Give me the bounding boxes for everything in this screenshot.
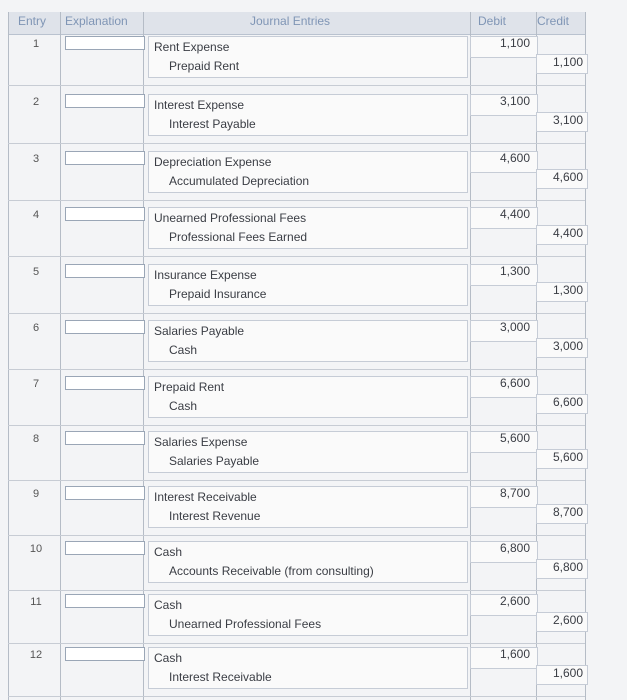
row-divider [8,200,585,201]
entry-number: 5 [32,266,40,278]
account-cell[interactable] [148,207,468,249]
explanation-input[interactable] [65,541,145,555]
debit-amount: 3,000 [499,320,530,334]
header-explanation: Explanation [65,14,128,28]
credit-amount[interactable]: 6,800 [536,559,588,579]
account-cell[interactable] [148,94,468,136]
table-row [8,318,585,364]
debit-amount: 4,600 [499,151,530,165]
account-cell[interactable] [148,486,468,528]
credit-amount[interactable]: 1,600 [536,665,588,685]
row-divider [8,696,585,697]
entry-number: 12 [29,649,43,661]
entry-number: 9 [32,488,40,500]
entry-number: 4 [32,209,40,221]
debit-account: Cash [154,651,183,665]
table-row [8,645,585,691]
credit-account: Interest Receivable [169,670,272,684]
header-credit: Credit [536,14,569,28]
row-divider [8,643,585,644]
explanation-input[interactable] [65,486,145,500]
debit-amount: 2,600 [499,594,530,608]
account-cell[interactable] [148,594,468,636]
row-divider [8,535,585,536]
explanation-input[interactable] [65,320,145,334]
account-cell[interactable] [148,320,468,362]
explanation-input[interactable] [65,594,145,608]
credit-amount[interactable]: 4,400 [536,225,588,245]
account-cell[interactable] [148,647,468,689]
debit-amount: 5,600 [499,431,530,445]
header-journal-entries: Journal Entries [250,14,331,28]
credit-account: Accumulated Depreciation [169,174,310,188]
account-cell[interactable] [148,151,468,193]
debit-account: Prepaid Rent [154,380,225,394]
table-row [8,539,585,585]
explanation-input[interactable] [65,264,145,278]
account-cell[interactable] [148,376,468,418]
table-row [8,592,585,638]
entry-number: 7 [32,378,40,390]
debit-account: Rent Expense [154,40,230,54]
debit-amount: 3,100 [499,94,530,108]
explanation-input[interactable] [65,36,145,50]
header-entry: Entry [17,14,46,28]
credit-account: Accounts Receivable (from consulting) [169,564,374,578]
account-cell[interactable] [148,431,468,473]
credit-amount[interactable]: 8,700 [536,504,588,524]
row-divider [8,590,585,591]
explanation-input[interactable] [65,647,145,661]
entry-number: 6 [32,322,40,334]
credit-amount[interactable]: 1,100 [536,54,588,74]
row-divider [8,313,585,314]
credit-amount[interactable]: 3,000 [536,338,588,358]
row-divider [8,85,585,86]
debit-account: Interest Receivable [154,490,257,504]
credit-account: Interest Revenue [169,509,261,523]
credit-account: Interest Payable [169,117,256,131]
row-divider [8,425,585,426]
row-divider [8,369,585,370]
entry-number: 11 [30,596,42,608]
entry-number: 1 [32,38,40,50]
account-cell[interactable] [148,541,468,583]
debit-amount: 1,100 [499,36,530,50]
credit-account: Salaries Payable [169,454,260,468]
explanation-input[interactable] [65,151,145,165]
debit-account: Interest Expense [154,98,245,112]
table-row [8,92,585,138]
debit-account: Salaries Payable [154,324,245,338]
row-divider [8,480,585,481]
debit-amount: 4,400 [499,207,530,221]
table-row [8,484,585,530]
credit-amount[interactable]: 5,600 [536,449,588,469]
credit-account: Unearned Professional Fees [169,617,322,631]
credit-amount[interactable]: 4,600 [536,169,588,189]
entry-number: 3 [32,153,40,165]
table-row [8,205,585,251]
table-row [8,374,585,420]
table-row [8,34,585,80]
credit-account: Cash [169,343,198,357]
credit-amount[interactable]: 3,100 [536,112,588,132]
row-divider [8,143,585,144]
credit-account: Prepaid Insurance [169,287,267,301]
row-divider [8,256,585,257]
credit-amount[interactable]: 6,600 [536,394,588,414]
debit-account: Unearned Professional Fees [154,211,307,225]
debit-account: Salaries Expense [154,435,248,449]
entry-number: 10 [29,543,43,555]
debit-account: Cash [154,598,183,612]
debit-account: Depreciation Expense [154,155,272,169]
debit-account: Cash [154,545,183,559]
debit-amount: 1,600 [499,647,530,661]
table-row [8,149,585,195]
credit-account: Prepaid Rent [169,59,240,73]
debit-account: Insurance Expense [154,268,257,282]
debit-amount: 1,300 [499,264,530,278]
table-row [8,429,585,475]
credit-account: Professional Fees Earned [169,230,308,244]
entry-number: 8 [32,433,40,445]
account-cell[interactable] [148,36,468,78]
explanation-input[interactable] [65,431,145,445]
header-debit: Debit [477,14,506,28]
debit-amount: 6,600 [499,376,530,390]
explanation-input[interactable] [65,94,145,108]
explanation-input[interactable] [65,376,145,390]
explanation-input[interactable] [65,207,145,221]
credit-account: Cash [169,399,198,413]
entry-number: 2 [32,96,40,108]
account-cell[interactable] [148,264,468,306]
credit-amount[interactable]: 2,600 [536,612,588,632]
credit-amount[interactable]: 1,300 [536,282,588,302]
debit-amount: 6,800 [499,541,530,555]
table-row [8,262,585,308]
debit-amount: 8,700 [499,486,530,500]
